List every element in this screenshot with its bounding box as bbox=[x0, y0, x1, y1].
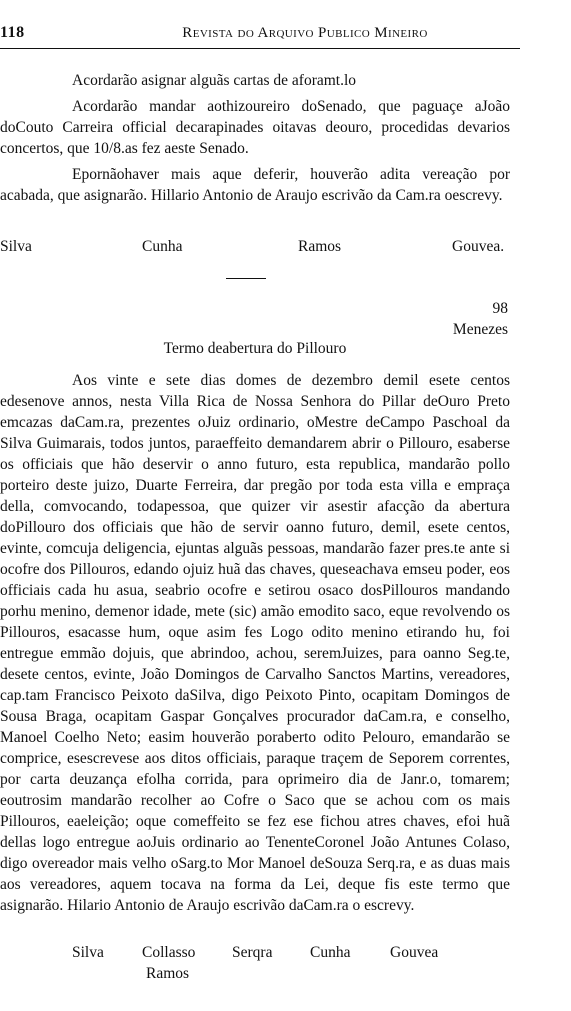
signature: Silva bbox=[72, 944, 104, 961]
section-divider bbox=[226, 278, 266, 279]
signature: Ramos bbox=[146, 965, 190, 982]
signature: Silva bbox=[0, 238, 32, 255]
margin-name: Menezes bbox=[452, 321, 508, 338]
signature: Gouvea bbox=[390, 944, 439, 961]
signature: Cunha bbox=[142, 238, 183, 255]
signature: Collasso bbox=[142, 944, 196, 961]
page-header bbox=[0, 24, 520, 49]
signature: Ramos bbox=[298, 238, 342, 255]
document-title: Termo deabertura do Pillouro bbox=[163, 340, 347, 357]
signature: Serqra bbox=[232, 944, 273, 961]
paragraph: Acordarão asignar alguãs cartas de aforamt.lo bbox=[72, 72, 357, 89]
paragraph: Aos vinte e sete dias domes de dezembro demil esete centos edesenove annos, nesta Villa Rica de Nossa Senhora do Pillar deOuro Preto emcazas daCam.ra, prezentes oJuiz ordinario, oMestre deCampo Paschoal da Silva Guimarais, todos juntos, paraeffeito demandarem abrir o Pillouro, esaberse os officiais que hão deservir o anno futuro, esta republica, mandarão pollo porteiro deste juizo, Duarte Ferreira, dar pregão por toda esta villa e empraça della, comvocando, todapessoa, que quizer vir asestir afacção da abertura doPillouro dos officiais que hão de servir oanno futuro, demil, esete centos, evinte, comcuja deligencia, ejuntas alguãs pessoas, mandarão fazer pres.te ante si ocofre dos Pillouros, edando ojuiz huã das chaves, queseachava emseu poder, eos officiais cada hu asua, seabrio ocofre e setirou osaco dosPillouros mandando porhu menino, demenor idade, mete (sic) amão emodito saco, eque revolvendo os Pillouros, esacasse hum, oque asim fes Logo odito menino etirando hu, foi entregue emmão dojuis, que abrindoo, achou, seremJuizes, para oanno Seg.te, desete centos, evinte, João Domingos de Carvalho Sanctos Martins, vereadores, cap.tam Francisco Peixoto daSilva, digo Peixoto Pinto, ocapitam Domingos de Sousa Braga, ocapitam Gaspar Gonçalves procurador daCam.ra, e conselho, Manoel Coelho Neto; easim houverão poraberto odito Pelouro, emandarão se comprice, esescrevese aos ditos officiais, paraque traçem de Seporem correntes, por carta deuzança efolha corrida, para oprimeiro dia de Janr.o, tomarem; eoutrosim mandarão recolher ao Cofre o Saco que se achou com os mais Pillouros, eaeleição; oque comeffeito se fez ese fichou atres chaves, efoi huã dellas logo entregue aoJuis ordinario ao TenenteCoronel João Antunes Colaso, digo overeador mais velho oSarg.to Mor Manoel deSouza Serq.ra, e as duas mais aos vereadores, aquem tocava na forma da Lei, deque fis este termo que asignarão. Hilario Antonio de Araujo escrivão daCam.ra o escrevy. bbox=[0, 372, 510, 914]
section-2-body bbox=[0, 370, 510, 921]
signature: Gouvea. bbox=[452, 238, 505, 255]
signature: Cunha bbox=[310, 944, 351, 961]
page-number: 118 bbox=[0, 24, 25, 41]
paragraph: Acordarão mandar aothizoureiro doSenado, que paguaçe aJoão doCouto Carreira official decarapinades oitavas deouro, procedidas devarios concertos, que 10/8.as fez aeste Senado. bbox=[0, 98, 510, 157]
running-title: Revista do Arquivo Publico Mineiro bbox=[182, 25, 428, 41]
section-1-body bbox=[0, 70, 510, 211]
paragraph: Epornãohaver mais aque deferir, houverão adita vereação por acabada, que asignarão. Hillario Antonio de Araujo escrivão da Cam.ra oescrevy. bbox=[0, 166, 510, 204]
margin-number: 98 bbox=[492, 300, 508, 317]
